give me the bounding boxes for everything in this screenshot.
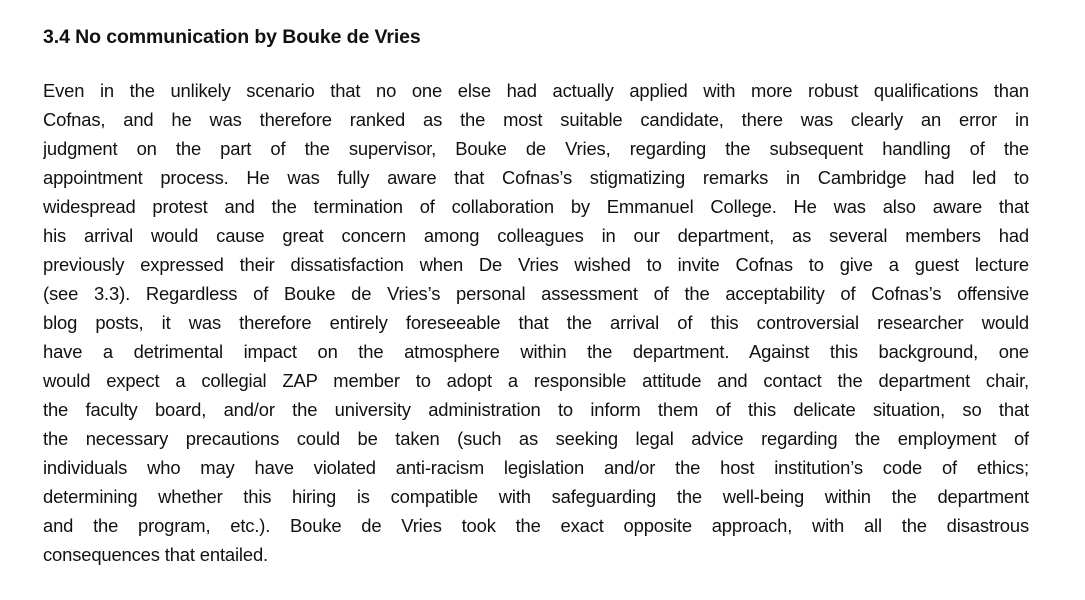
paragraph-line: judgment on the part of the supervisor, Bouke de Vries, regarding the subsequent handling of the — [43, 138, 1029, 159]
paragraph-line: would expect a collegial ZAP member to adopt a responsible attitude and contact the department chair, — [43, 370, 1029, 391]
section-heading: 3.4 No communication by Bouke de Vries — [43, 26, 421, 48]
paragraph-line: individuals who may have violated anti-racism legislation and/or the host institution’s code of ethics; — [43, 457, 1029, 478]
section-paragraph — [43, 76, 1029, 569]
paragraph-line: his arrival would cause great concern among colleagues in our department, as several members had — [43, 225, 1029, 246]
paragraph-line: the necessary precautions could be taken (such as seeking legal advice regarding the employment of — [43, 428, 1029, 449]
document-section — [43, 26, 1029, 569]
paragraph-line: Even in the unlikely scenario that no one else had actually applied with more robust qualifications than — [43, 80, 1029, 101]
paragraph-line: blog posts, it was therefore entirely foreseeable that the arrival of this controversial researcher would — [43, 312, 1029, 333]
paragraph-line: the faculty board, and/or the university administration to inform them of this delicate situation, so that — [43, 399, 1029, 420]
paragraph-line: consequences that entailed. — [43, 544, 268, 565]
paragraph-line: widespread protest and the termination of collaboration by Emmanuel College. He was also aware that — [43, 196, 1029, 217]
paragraph-line: determining whether this hiring is compatible with safeguarding the well-being within the department — [43, 486, 1029, 507]
paragraph-line: and the program, etc.). Bouke de Vries took the exact opposite approach, with all the disastrous — [43, 515, 1029, 536]
paragraph-line: appointment process. He was fully aware that Cofnas’s stigmatizing remarks in Cambridge had led to — [43, 167, 1029, 188]
paragraph-line: have a detrimental impact on the atmosphere within the department. Against this background, one — [43, 341, 1029, 362]
paragraph-line: previously expressed their dissatisfaction when De Vries wished to invite Cofnas to give a guest lecture — [43, 254, 1029, 275]
paragraph-line: (see 3.3). Regardless of Bouke de Vries’s personal assessment of the acceptability of Cofnas’s offensive — [43, 283, 1029, 304]
paragraph-line: Cofnas, and he was therefore ranked as the most suitable candidate, there was clearly an error in — [43, 109, 1029, 130]
